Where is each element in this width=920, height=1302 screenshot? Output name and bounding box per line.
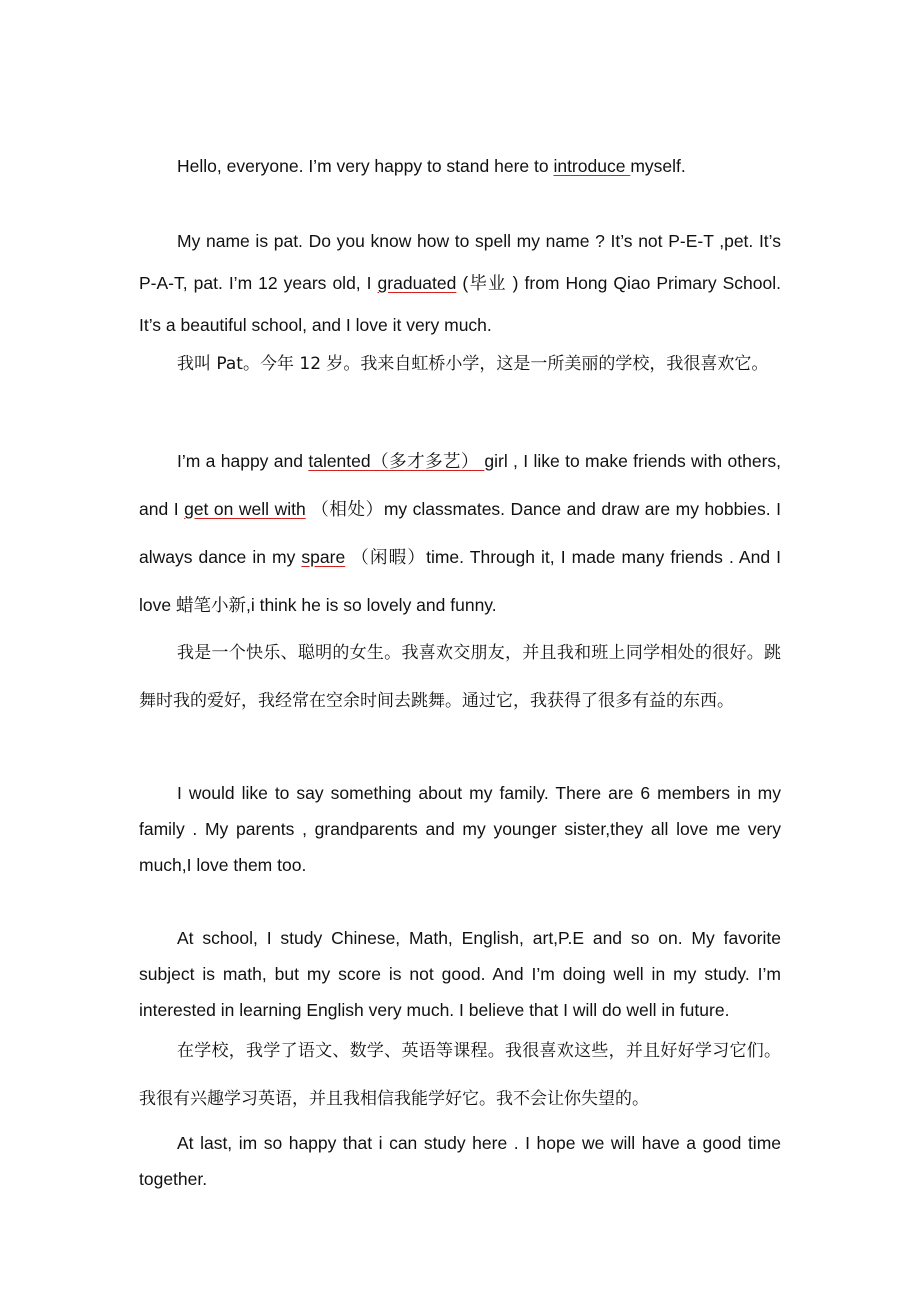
paragraph-school bbox=[139, 920, 781, 1028]
text-run: （闲暇）time. Through it, I made many friends . And I love 蜡笔小新,i think he is so lovely and funny. bbox=[139, 547, 781, 615]
paragraph-school-chinese bbox=[139, 1027, 781, 1123]
paragraph-closing bbox=[139, 1125, 781, 1197]
underlined-word-introduce: introduce bbox=[553, 156, 631, 176]
text-run: （相处）my classmates. Dance and draw are my hobbies. I always dance in my bbox=[139, 499, 781, 567]
text-run: (毕业 ) from Hong Qiao Primary School. It’s a beautiful school, and I love it very much. bbox=[139, 273, 782, 335]
underlined-word-talented: talented（多才多艺） bbox=[308, 451, 485, 471]
underlined-word-graduated: graduated bbox=[377, 273, 457, 293]
text-run: 我是一个快乐、聪明的女生。我喜欢交朋友，并且我和班上同学相处的很好。跳舞时我的爱好，我经常在空余时间去跳舞。通过它，我获得了很多有益的东西。 bbox=[139, 643, 781, 711]
text-run: 我叫 Pat。今年 12 岁。我来自虹桥小学，这是一所美丽的学校，我很喜欢它。 bbox=[177, 354, 769, 374]
text-run: My name is pat. Do you know how to spell my name ? It’s not P-E-T ,pet. It’s P-A-T, pat. I’m 12 years old, I bbox=[139, 231, 781, 293]
paragraph-family bbox=[139, 775, 781, 883]
text-run: I’m a happy and bbox=[177, 451, 309, 471]
text-run: girl , I like to make friends with others, and I bbox=[139, 451, 782, 519]
paragraph-name-chinese bbox=[139, 340, 781, 388]
text-run: I would like to say something about my family. There are 6 members in my family . My parents , grandparents and my younger sister,they all love me very much,I love them too. bbox=[139, 783, 781, 875]
underlined-phrase-get-on-well-with: get on well with bbox=[184, 499, 306, 519]
text-run: At school, I study Chinese, Math, English, art,P.E and so on. My favorite subject is math, but my score is not good. And I’m doing well in my study. I’m interested in learning English very much. I believe that I will do well in future. bbox=[139, 928, 781, 1020]
text-run: Hello, everyone. I’m very happy to stand here to bbox=[177, 156, 554, 176]
text-run: At last, im so happy that i can study here . I hope we will have a good time together. bbox=[139, 1133, 781, 1189]
paragraph-greeting bbox=[139, 148, 781, 184]
underlined-word-spare: spare bbox=[301, 547, 346, 567]
paragraph-hobbies-chinese bbox=[139, 629, 781, 725]
paragraph-name bbox=[139, 220, 781, 346]
paragraph-hobbies bbox=[139, 437, 781, 629]
text-run: 在学校，我学了语文、数学、英语等课程。我很喜欢这些，并且好好学习它们。我很有兴趣学习英语，并且我相信我能学好它。我不会让你失望的。 bbox=[139, 1041, 781, 1109]
text-run: myself. bbox=[630, 156, 686, 176]
